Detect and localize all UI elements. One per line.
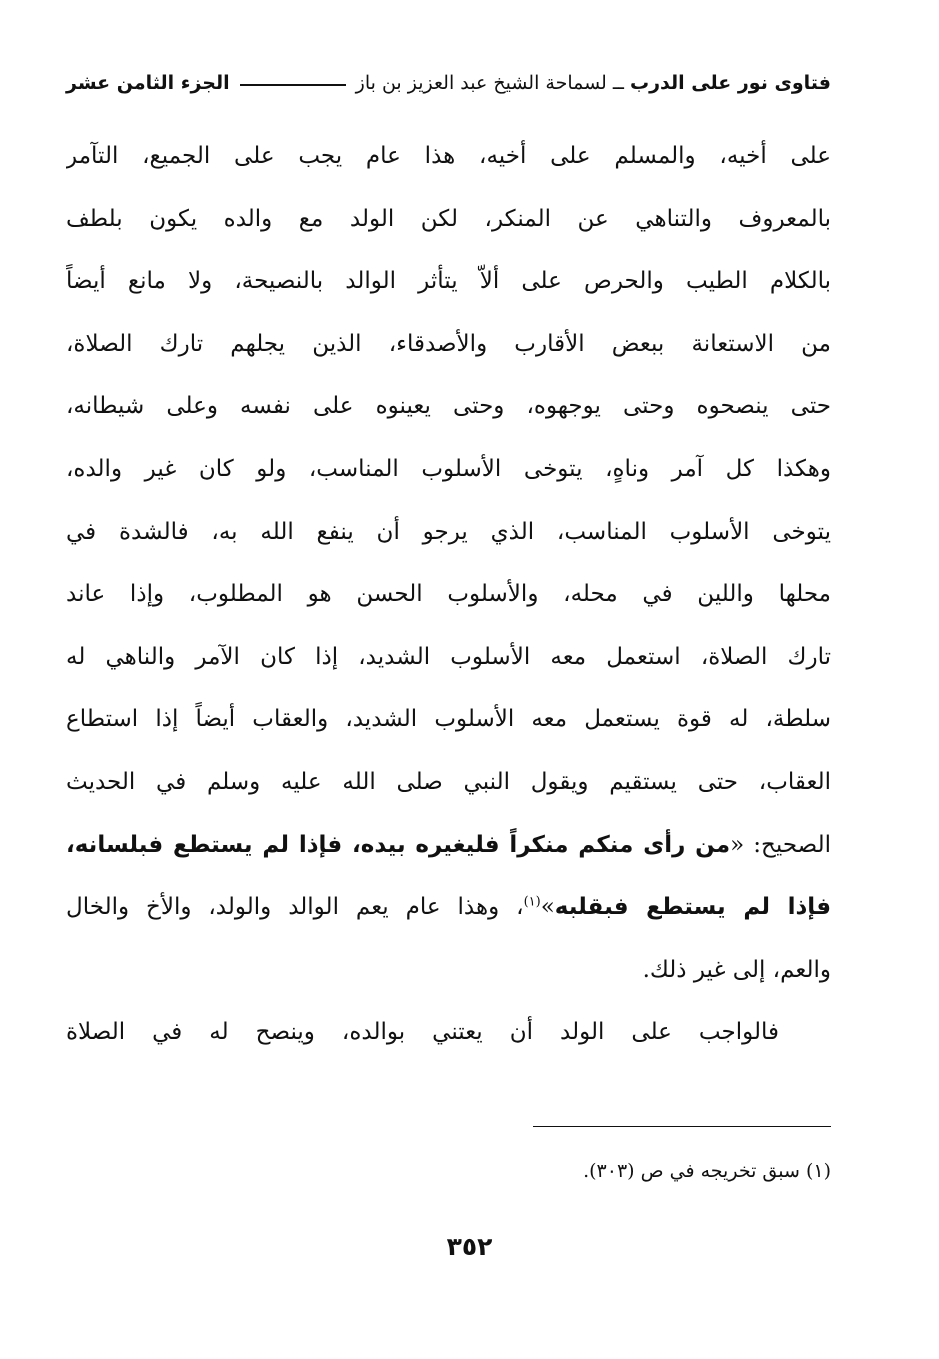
header-rule [240,84,346,86]
text-line: العقاب، حتى يستقيم ويقول النبي صلى الله عليه وسلم في الحديث [66,768,831,795]
volume-label: الجزء الثامن عشر [66,72,230,94]
hadith-line-2 [66,876,831,939]
text-line: يتوخى الأسلوب المناسب، الذي يرجو أن ينفع الله به، فالشدة في [66,518,831,545]
paragraph-end-line: والعم، إلى غير ذلك. [642,956,831,983]
body-text [66,125,831,1064]
text-line: تارك الصلاة، استعمل معه الأسلوب الشديد، إذا كان الآمر والناهي له [66,643,831,670]
paragraph-start-line: فالواجب على الولد أن يعتني بوالده، وينصح له في الصلاة [66,1019,779,1046]
text-line: وهكذا كل آمر وناهٍ، يتوخى الأسلوب المناسب، ولو كان غير والده، [66,455,831,482]
header-dash: ــ [612,72,624,94]
text-line: على أخيه، والمسلم على أخيه، هذا عام يجب على الجميع، التآمر [66,143,831,169]
author-name: لسماحة الشيخ عبد العزيز بن باز [355,72,607,94]
footnote-separator [533,1126,831,1127]
hadith-quote-part-2: فإذا لم يستطع فبقلبه [554,894,831,921]
text-line: محلها واللين في محله، والأسلوب الحسن هو المطلوب، وإذا عاند [66,581,831,608]
hadith-quote-part-1: من رأى منكم منكراً فليغيره بيده، فإذا لم يستطع فبلسانه، [66,831,731,858]
hadith-commentary: ، وهذا عام يعم الوالد والولد، والأخ والخال [66,894,524,921]
text-line: بالكلام الطيب والحرص على ألاّ يتأثر الوالد بالنصيحة، ولا مانع أيضاً [66,268,831,295]
hadith-line-1 [66,814,831,877]
quote-close: » [540,894,555,921]
footnote-ref[interactable]: (١) [523,894,541,910]
text-line: سلطة، له قوة يستعمل معه الأسلوب الشديد، والعقاب أيضاً إذا استطاع [66,706,831,733]
page-number: ٣٥٢ [446,1232,493,1261]
running-header [66,66,831,100]
footnote: (١) سبق تخريجه في ص (٣٠٣). [583,1160,831,1182]
text-line: من الاستعانة ببعض الأقارب والأصدقاء، الذين يجلهم تارك الصلاة، [66,330,831,357]
text-line: بالمعروف والتناهي عن المنكر، لكن الولد مع والده يكون بلطف [66,205,831,232]
hadith-intro: الصحيح: « [730,831,831,858]
book-title: فتاوى نور على الدرب [630,72,831,94]
text-line: حتى ينصحوه وحتى يوجهوه، وحتى يعينوه على نفسه وعلى شيطانه، [66,393,831,420]
